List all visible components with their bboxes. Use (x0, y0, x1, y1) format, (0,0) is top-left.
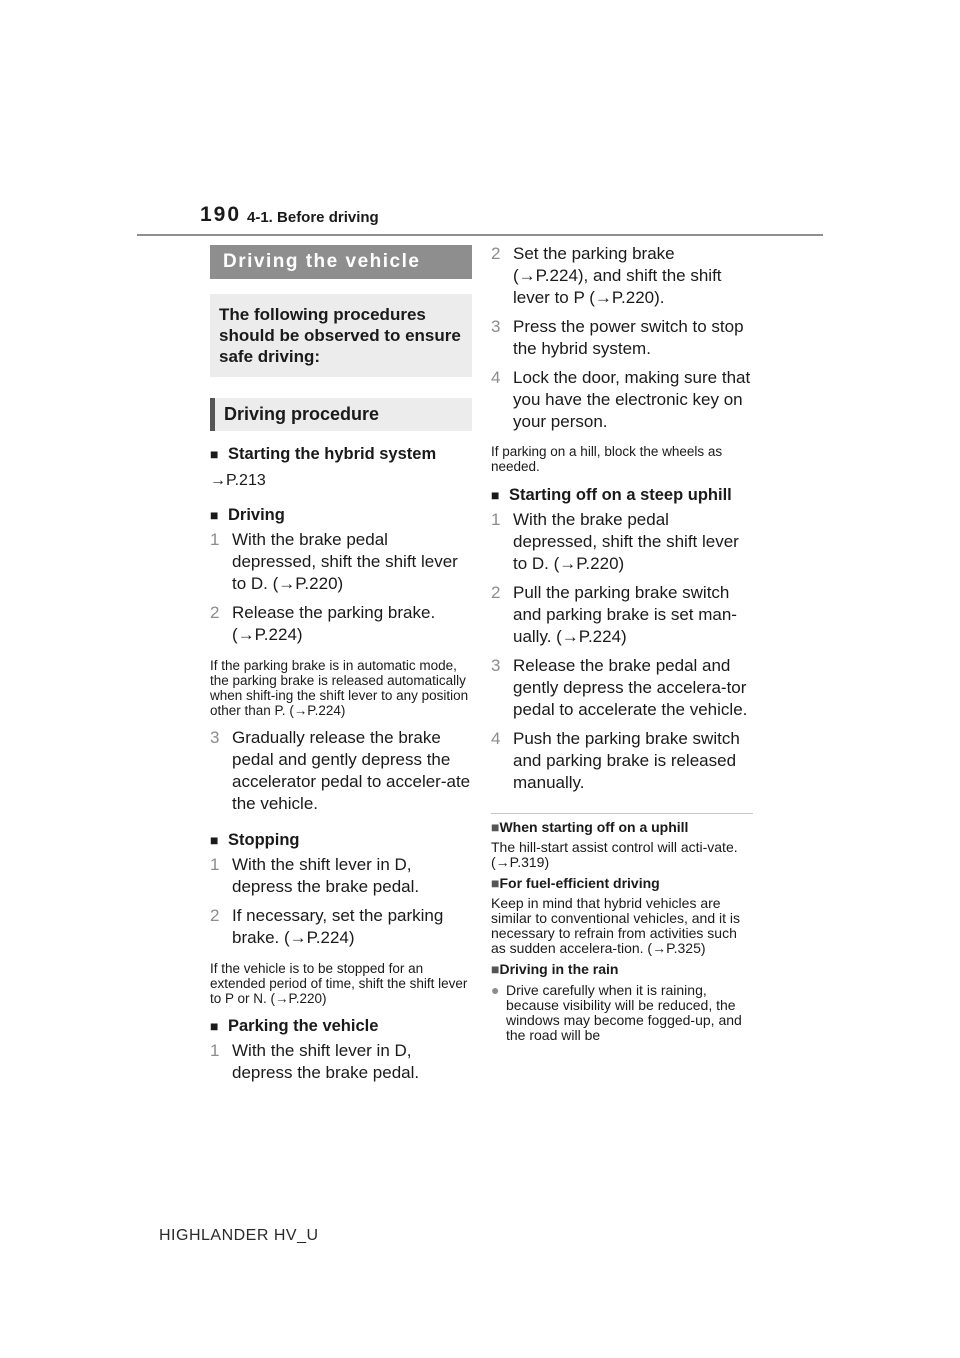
bullet-item (491, 983, 753, 1043)
heading-text: Starting off on a steep uphill (509, 486, 732, 504)
heading-starting (210, 443, 472, 465)
step-number: 4 (491, 729, 501, 748)
step-number: 1 (210, 530, 220, 549)
step-number: 1 (210, 1041, 220, 1060)
procedure-heading: Driving procedure (210, 398, 472, 431)
page-reference: →P.213 (210, 472, 266, 489)
footer-model: HIGHLANDER HV_U (159, 1227, 319, 1244)
notes-divider (491, 813, 753, 814)
header-rule (137, 234, 823, 236)
step-item (491, 367, 753, 433)
step-item (210, 602, 472, 646)
step-item (210, 854, 472, 898)
heading-text: Starting the hybrid system (228, 445, 437, 463)
step-text: With the shift lever in D, depress the brake pedal. (232, 855, 420, 896)
step-number: 3 (210, 728, 220, 747)
heading-text: Parking the vehicle (228, 1017, 379, 1035)
note-text: Keep in mind that hybrid vehicles are similar to conventional vehicles, and it is necessary to refrain from activities such as sudden accelera-tion. (→P.325) (491, 895, 741, 956)
step-text: Release the parking brake. (→P.224) (232, 603, 436, 644)
square-marker: ■ (210, 507, 219, 523)
chapter-title: 4-1. Before driving (247, 209, 379, 226)
note-heading-text: Driving in the rain (499, 961, 619, 977)
note-heading-uphill (491, 819, 753, 836)
step-number: 3 (491, 317, 501, 336)
step-item (210, 727, 472, 815)
note-text: If the vehicle is to be stopped for an extended period of time, shift the shift lever to P or N. (→P.220) (210, 961, 468, 1006)
square-marker: ■ (491, 819, 500, 835)
step-number: 1 (210, 855, 220, 874)
heading-stopping (210, 829, 472, 851)
left-column (210, 245, 472, 1084)
step-text: Gradually release the brake pedal and gently depress the accelerator pedal to acceler-ate the vehicle. (232, 728, 471, 813)
note-text: If the parking brake is in automatic mode, the parking brake is released automatically when shift-ing the shift lever to any position other than P. (→P.224) (210, 658, 469, 718)
step-text: Pull the parking brake switch and parking brake is set man-ually. (→P.224) (513, 583, 737, 646)
step-item (491, 509, 753, 575)
note-heading-fuel (491, 875, 753, 892)
step-text: Press the power switch to stop the hybrid system. (513, 317, 744, 358)
step-item (210, 1040, 472, 1084)
step-item (491, 243, 753, 309)
right-column (491, 243, 753, 1043)
step-number: 3 (491, 656, 501, 675)
square-marker: ■ (491, 487, 500, 503)
note-heading-rain (491, 961, 753, 978)
step-text: With the brake pedal depressed, shift the shift lever to D. (→P.220) (513, 510, 739, 573)
heading-text: Stopping (228, 831, 300, 849)
square-marker: ■ (210, 832, 219, 848)
bullet-text: Drive carefully when it is raining, because visibility will be reduced, the windows may become fogged-up, and the road will be (506, 982, 742, 1043)
step-text: Release the brake pedal and gently depress the accelera-tor pedal to accelerate the vehicle. (513, 656, 748, 719)
square-marker: ■ (210, 446, 219, 462)
step-text: If necessary, set the parking brake. (→P.224) (232, 906, 444, 947)
note-text: The hill-start assist control will acti-vate. (→P.319) (491, 839, 738, 870)
heading-parking (210, 1015, 472, 1037)
heading-steep-uphill (491, 484, 753, 506)
step-item (491, 728, 753, 794)
square-marker: ■ (491, 961, 500, 977)
step-number: 2 (210, 906, 220, 925)
square-marker: ■ (210, 1018, 219, 1034)
step-text: Set the parking brake (→P.224), and shift the shift lever to P (→P.220). (513, 244, 722, 307)
step-item (491, 655, 753, 721)
step-item (210, 905, 472, 949)
step-text: With the brake pedal depressed, shift the shift lever to D. (→P.220) (232, 530, 458, 593)
heading-driving (210, 504, 472, 526)
step-item (491, 316, 753, 360)
step-number: 2 (491, 583, 501, 602)
step-number: 2 (491, 244, 501, 263)
step-text: With the shift lever in D, depress the brake pedal. (232, 1041, 420, 1082)
note-heading-text: When starting off on a uphill (499, 819, 689, 835)
step-number: 1 (491, 510, 501, 529)
bullet-marker: ● (491, 982, 500, 998)
heading-text: Driving (228, 506, 285, 524)
square-marker: ■ (491, 875, 500, 891)
section-title: Driving the vehicle (210, 245, 472, 279)
note-heading-text: For fuel-efficient driving (499, 875, 660, 891)
step-text: Push the parking brake switch and parking brake is released manually. (513, 729, 740, 792)
note-text: If parking on a hill, block the wheels as needed. (491, 444, 723, 474)
step-item (210, 529, 472, 595)
page-number: 190 (200, 203, 242, 226)
step-number: 2 (210, 603, 220, 622)
step-text: Lock the door, making sure that you have the electronic key on your person. (513, 368, 751, 431)
intro-box: The following procedures should be observed to ensure safe driving: (210, 294, 472, 377)
step-item (491, 582, 753, 648)
step-number: 4 (491, 368, 501, 387)
